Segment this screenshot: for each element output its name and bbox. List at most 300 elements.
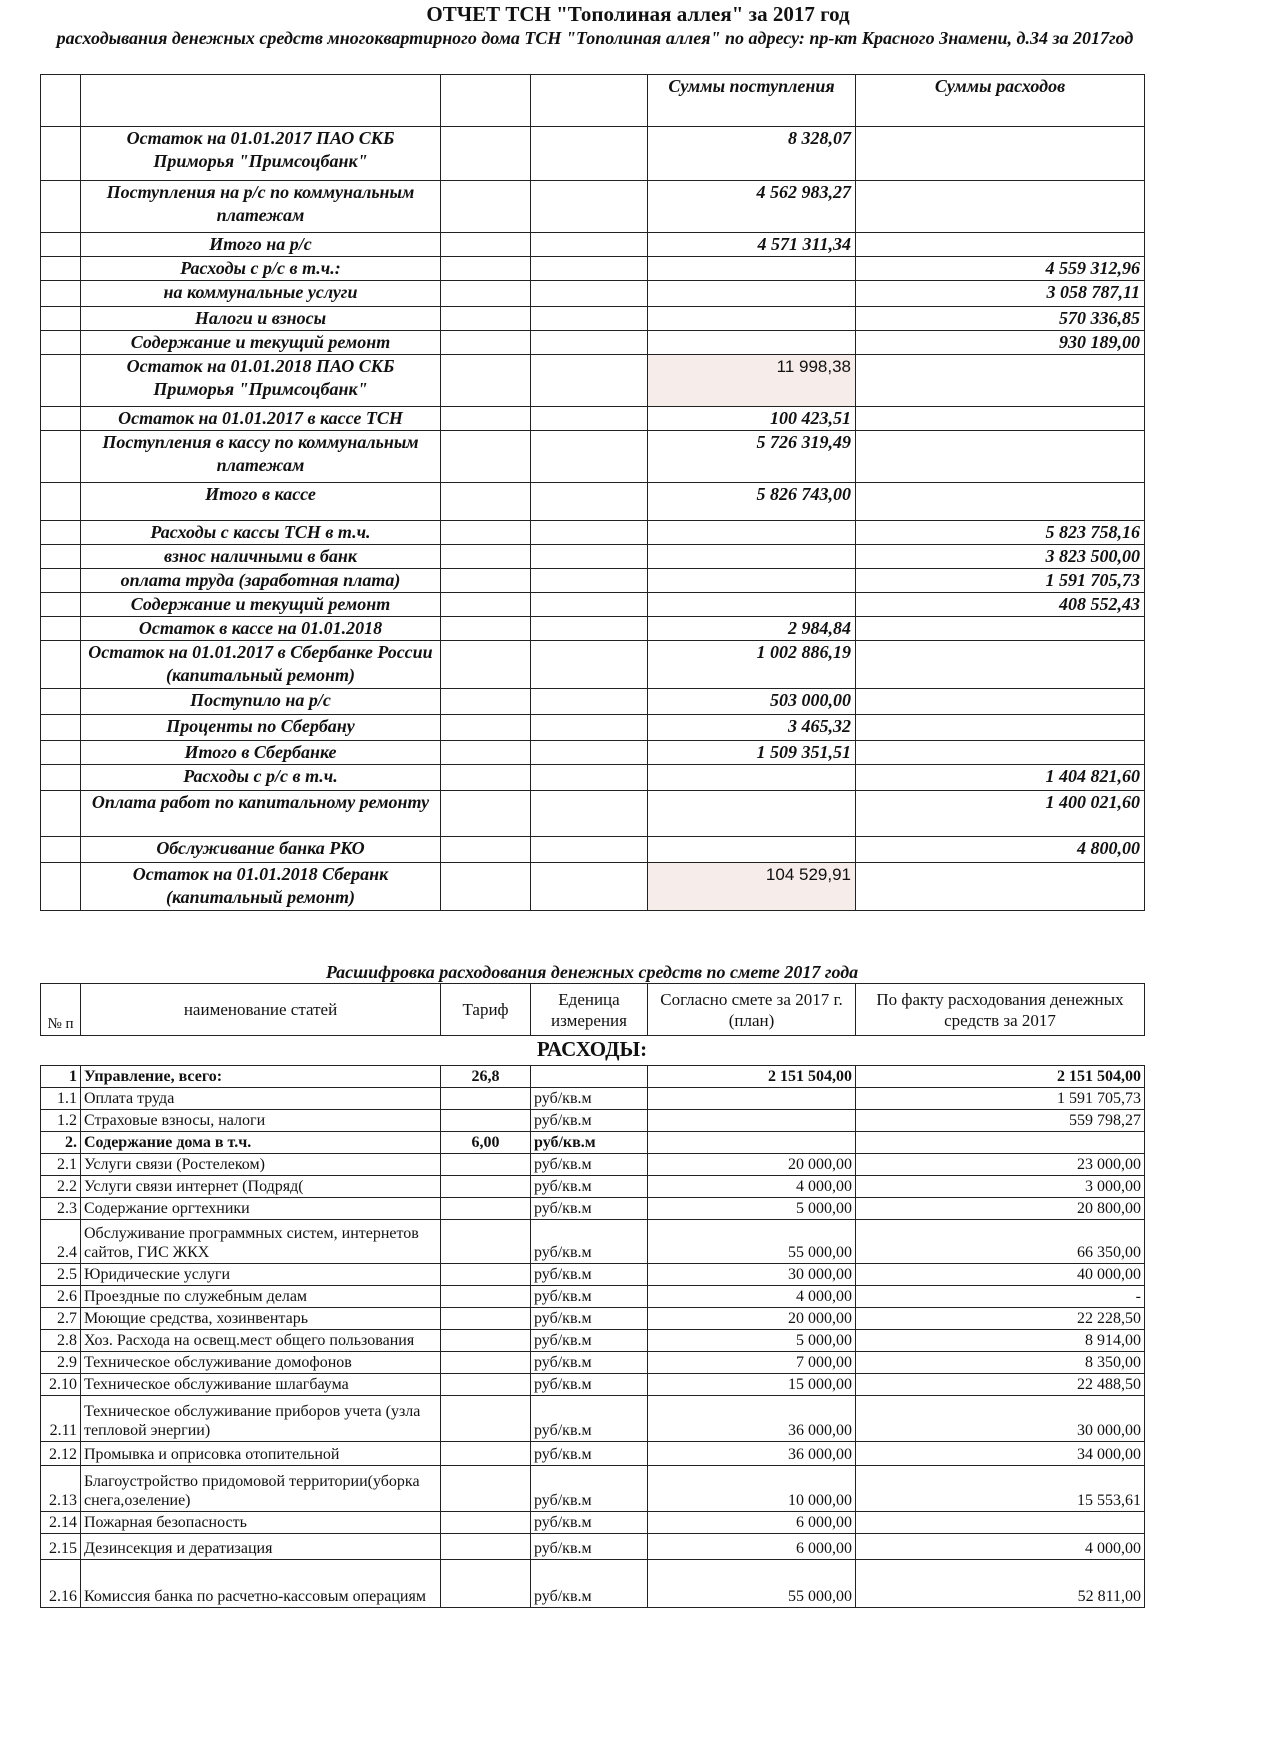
row-label: Остаток на 01.01.2017 в кассе ТСН	[81, 407, 441, 431]
empty-cell	[531, 765, 648, 791]
income-value: 4 562 983,27	[648, 181, 856, 233]
empty-cell	[531, 715, 648, 741]
expense-value	[856, 689, 1145, 715]
item-plan: 6 000,00	[648, 1512, 856, 1534]
income-value	[648, 521, 856, 545]
expense-value: 4 559 312,96	[856, 257, 1145, 281]
item-number: 2.15	[41, 1534, 81, 1560]
summary-row	[41, 127, 1145, 181]
summary-row	[41, 569, 1145, 593]
item-name: Юридические услуги	[81, 1264, 441, 1286]
empty-cell	[41, 593, 81, 617]
expense-value	[856, 431, 1145, 483]
item-fact: 20 800,00	[856, 1198, 1145, 1220]
expense-value	[856, 617, 1145, 641]
row-label: Итого в Сбербанке	[81, 741, 441, 765]
empty-cell	[531, 233, 648, 257]
breakdown-row	[41, 1512, 1145, 1534]
item-plan: 20 000,00	[648, 1154, 856, 1176]
empty-cell	[441, 715, 531, 741]
item-tariff	[441, 1286, 531, 1308]
empty-cell	[41, 233, 81, 257]
breakdown-row	[41, 1560, 1145, 1608]
header-name: наименование статей	[81, 984, 441, 1036]
summary-row	[41, 715, 1145, 741]
breakdown-row	[41, 1374, 1145, 1396]
empty-cell	[531, 791, 648, 837]
summary-row	[41, 483, 1145, 521]
item-name: Моющие средства, хозинвентарь	[81, 1308, 441, 1330]
col-income-header: Суммы поступления	[648, 75, 856, 127]
empty-cell	[441, 521, 531, 545]
empty-cell	[531, 641, 648, 689]
income-value	[648, 281, 856, 307]
item-number: 2.5	[41, 1264, 81, 1286]
income-value: 1 002 886,19	[648, 641, 856, 689]
breakdown-row	[41, 1220, 1145, 1264]
item-number: 2.12	[41, 1442, 81, 1466]
item-tariff	[441, 1176, 531, 1198]
empty-cell	[441, 355, 531, 407]
item-fact: 40 000,00	[856, 1264, 1145, 1286]
item-plan: 6 000,00	[648, 1534, 856, 1560]
row-label: Расходы с р/с в т.ч.	[81, 765, 441, 791]
summary-row	[41, 791, 1145, 837]
income-value: 100 423,51	[648, 407, 856, 431]
row-label: оплата труда (заработная плата)	[81, 569, 441, 593]
empty-cell	[41, 741, 81, 765]
row-label: на коммунальные услуги	[81, 281, 441, 307]
expense-value	[856, 233, 1145, 257]
item-unit: руб/кв.м	[531, 1512, 648, 1534]
item-plan: 7 000,00	[648, 1352, 856, 1374]
item-plan	[648, 1132, 856, 1154]
income-value	[648, 257, 856, 281]
summary-row	[41, 281, 1145, 307]
empty-cell	[441, 307, 531, 331]
item-unit: руб/кв.м	[531, 1560, 648, 1608]
header-plan: Согласно смете за 2017 г. (план)	[648, 984, 856, 1036]
empty-cell	[41, 355, 81, 407]
summary-row	[41, 863, 1145, 911]
item-number: 2.7	[41, 1308, 81, 1330]
expense-value: 570 336,85	[856, 307, 1145, 331]
row-label: Обслуживание банка РКО	[81, 837, 441, 863]
item-name: Услуги связи (Ростелеком)	[81, 1154, 441, 1176]
item-fact: 8 914,00	[856, 1330, 1145, 1352]
row-label: Содержание и текущий ремонт	[81, 593, 441, 617]
item-plan: 5 000,00	[648, 1330, 856, 1352]
item-number: 2.1	[41, 1154, 81, 1176]
row-label: взнос наличными в банк	[81, 545, 441, 569]
item-fact: 15 553,61	[856, 1466, 1145, 1512]
item-plan: 10 000,00	[648, 1466, 856, 1512]
summary-row	[41, 181, 1145, 233]
empty-cell	[41, 181, 81, 233]
item-fact: -	[856, 1286, 1145, 1308]
empty-cell	[441, 593, 531, 617]
item-unit: руб/кв.м	[531, 1396, 648, 1442]
item-fact: 22 228,50	[856, 1308, 1145, 1330]
row-label: Поступления на р/с по коммунальным платежам	[81, 181, 441, 233]
item-name: Комиссия банка по расчетно-кассовым операциям	[81, 1560, 441, 1608]
item-name: Оплата труда	[81, 1088, 441, 1110]
income-value: 104 529,91	[648, 863, 856, 911]
empty-cell	[41, 617, 81, 641]
empty-cell	[41, 715, 81, 741]
item-name: Пожарная безопасность	[81, 1512, 441, 1534]
item-tariff	[441, 1308, 531, 1330]
empty-cell	[531, 521, 648, 545]
row-label: Итого на р/с	[81, 233, 441, 257]
item-unit: руб/кв.м	[531, 1198, 648, 1220]
empty-cell	[441, 837, 531, 863]
breakdown-row	[41, 1330, 1145, 1352]
summary-row	[41, 741, 1145, 765]
item-plan: 4 000,00	[648, 1176, 856, 1198]
summary-row	[41, 765, 1145, 791]
summary-row	[41, 521, 1145, 545]
item-tariff	[441, 1154, 531, 1176]
item-tariff	[441, 1088, 531, 1110]
summary-row	[41, 307, 1145, 331]
item-name: Техническое обслуживание приборов учета (узла тепловой энергии)	[81, 1396, 441, 1442]
summary-row	[41, 593, 1145, 617]
empty-cell	[41, 791, 81, 837]
expense-value	[856, 863, 1145, 911]
row-label: Поступления в кассу по коммунальным платежам	[81, 431, 441, 483]
empty-cell	[441, 863, 531, 911]
row-label: Содержание и текущий ремонт	[81, 331, 441, 355]
empty-cell	[531, 863, 648, 911]
empty-cell	[41, 863, 81, 911]
income-value: 5 826 743,00	[648, 483, 856, 521]
item-name: Управление, всего:	[81, 1066, 441, 1088]
summary-row	[41, 545, 1145, 569]
item-unit: руб/кв.м	[531, 1330, 648, 1352]
expense-value: 3 058 787,11	[856, 281, 1145, 307]
income-value: 11 998,38	[648, 355, 856, 407]
empty-cell	[41, 765, 81, 791]
item-name: Содержание оргтехники	[81, 1198, 441, 1220]
breakdown-row	[41, 1286, 1145, 1308]
row-label: Остаток на 01.01.2017 в Сбербанке России (капитальный ремонт)	[81, 641, 441, 689]
empty-cell	[441, 431, 531, 483]
item-unit: руб/кв.м	[531, 1286, 648, 1308]
item-name: Обслуживание программных систем, интернетов сайтов, ГИС ЖКХ	[81, 1220, 441, 1264]
breakdown-row	[41, 1110, 1145, 1132]
item-unit: руб/кв.м	[531, 1176, 648, 1198]
report-title: ОТЧЕТ ТСН "Тополиная аллея" за 2017 год	[426, 2, 850, 26]
income-value	[648, 765, 856, 791]
row-label: Остаток в кассе на 01.01.2018	[81, 617, 441, 641]
row-label: Поступило на р/с	[81, 689, 441, 715]
item-tariff	[441, 1110, 531, 1132]
item-fact: 4 000,00	[856, 1534, 1145, 1560]
expense-value	[856, 483, 1145, 521]
breakdown-row	[41, 1442, 1145, 1466]
empty-cell	[41, 641, 81, 689]
breakdown-title: Расшифровка расходования денежных средств по смете 2017 года	[325, 962, 859, 982]
empty-cell	[41, 689, 81, 715]
income-value: 3 465,32	[648, 715, 856, 741]
item-unit: руб/кв.м	[531, 1154, 648, 1176]
empty-cell	[41, 521, 81, 545]
empty-cell	[531, 431, 648, 483]
empty-cell	[441, 545, 531, 569]
empty-cell	[441, 741, 531, 765]
breakdown-row	[41, 1132, 1145, 1154]
income-value: 8 328,07	[648, 127, 856, 181]
empty-cell	[531, 181, 648, 233]
summary-row	[41, 641, 1145, 689]
summary-row	[41, 689, 1145, 715]
empty-cell	[441, 569, 531, 593]
empty-cell	[531, 127, 648, 181]
expense-value	[856, 127, 1145, 181]
item-tariff	[441, 1396, 531, 1442]
empty-cell	[441, 127, 531, 181]
item-plan: 5 000,00	[648, 1198, 856, 1220]
report-subtitle: расходывания денежных средств многоквартирного дома ТСН "Тополиная аллея" по адресу: пр-кт Красного Знамени, д.34 за 2017год	[56, 28, 1134, 48]
item-plan: 15 000,00	[648, 1374, 856, 1396]
income-value: 4 571 311,34	[648, 233, 856, 257]
item-name: Хоз. Расхода на освещ.мест общего пользования	[81, 1330, 441, 1352]
item-fact	[856, 1512, 1145, 1534]
item-plan: 30 000,00	[648, 1264, 856, 1286]
item-fact: 23 000,00	[856, 1154, 1145, 1176]
item-name: Техническое обслуживание шлагбаума	[81, 1374, 441, 1396]
item-number: 2.2	[41, 1176, 81, 1198]
empty-cell	[441, 331, 531, 355]
item-name: Содержание дома в т.ч.	[81, 1132, 441, 1154]
item-plan	[648, 1088, 856, 1110]
item-fact: 1 591 705,73	[856, 1088, 1145, 1110]
row-label: Расходы с р/с в т.ч.:	[81, 257, 441, 281]
item-name: Техническое обслуживание домофонов	[81, 1352, 441, 1374]
item-tariff	[441, 1220, 531, 1264]
expense-value: 408 552,43	[856, 593, 1145, 617]
item-fact: 3 000,00	[856, 1176, 1145, 1198]
item-number: 2.	[41, 1132, 81, 1154]
item-number: 2.11	[41, 1396, 81, 1442]
empty-cell	[441, 765, 531, 791]
empty-cell	[41, 127, 81, 181]
breakdown-row	[41, 1198, 1145, 1220]
breakdown-row	[41, 1176, 1145, 1198]
item-tariff: 26,8	[441, 1066, 531, 1088]
summary-row	[41, 355, 1145, 407]
row-label: Остаток на 01.01.2018 Сберанк (капитальный ремонт)	[81, 863, 441, 911]
empty-cell	[41, 483, 81, 521]
empty-cell	[441, 689, 531, 715]
row-label: Налоги и взносы	[81, 307, 441, 331]
item-number: 2.10	[41, 1374, 81, 1396]
empty-cell	[531, 281, 648, 307]
empty-cell	[531, 545, 648, 569]
item-fact	[856, 1132, 1145, 1154]
empty-cell	[531, 837, 648, 863]
empty-cell	[41, 281, 81, 307]
empty-cell	[531, 569, 648, 593]
empty-cell	[531, 257, 648, 281]
item-plan: 55 000,00	[648, 1220, 856, 1264]
row-label: Итого в кассе	[81, 483, 441, 521]
income-value	[648, 307, 856, 331]
item-fact: 559 798,27	[856, 1110, 1145, 1132]
item-name: Страховые взносы, налоги	[81, 1110, 441, 1132]
item-plan: 55 000,00	[648, 1560, 856, 1608]
item-number: 2.3	[41, 1198, 81, 1220]
item-unit: руб/кв.м	[531, 1088, 648, 1110]
item-tariff	[441, 1374, 531, 1396]
summary-row	[41, 837, 1145, 863]
col-expense-header: Суммы расходов	[856, 75, 1145, 127]
breakdown-row	[41, 1534, 1145, 1560]
item-plan: 4 000,00	[648, 1286, 856, 1308]
empty-cell	[41, 431, 81, 483]
item-fact: 2 151 504,00	[856, 1066, 1145, 1088]
item-number: 2.14	[41, 1512, 81, 1534]
empty-cell	[81, 75, 441, 127]
item-plan: 36 000,00	[648, 1396, 856, 1442]
item-unit: руб/кв.м	[531, 1466, 648, 1512]
income-value	[648, 791, 856, 837]
item-fact: 22 488,50	[856, 1374, 1145, 1396]
breakdown-row	[41, 1066, 1145, 1088]
empty-cell	[41, 257, 81, 281]
empty-cell	[41, 407, 81, 431]
item-fact: 66 350,00	[856, 1220, 1145, 1264]
row-label: Расходы с кассы ТСН в т.ч.	[81, 521, 441, 545]
expense-value	[856, 181, 1145, 233]
summary-row	[41, 407, 1145, 431]
empty-cell	[441, 257, 531, 281]
income-value: 1 509 351,51	[648, 741, 856, 765]
expense-value	[856, 355, 1145, 407]
empty-cell	[531, 307, 648, 331]
empty-cell	[441, 75, 531, 127]
income-value: 2 984,84	[648, 617, 856, 641]
income-value	[648, 569, 856, 593]
item-unit: руб/кв.м	[531, 1352, 648, 1374]
item-tariff	[441, 1352, 531, 1374]
empty-cell	[41, 331, 81, 355]
item-number: 1	[41, 1066, 81, 1088]
item-fact: 34 000,00	[856, 1442, 1145, 1466]
breakdown-table	[40, 1065, 1145, 1608]
item-tariff	[441, 1264, 531, 1286]
empty-cell	[441, 233, 531, 257]
item-tariff	[441, 1330, 531, 1352]
empty-cell	[531, 75, 648, 127]
item-number: 2.8	[41, 1330, 81, 1352]
income-value	[648, 545, 856, 569]
summary-row	[41, 233, 1145, 257]
expense-value	[856, 641, 1145, 689]
item-name: Услуги связи интернет (Подряд(	[81, 1176, 441, 1198]
breakdown-row	[41, 1396, 1145, 1442]
expense-value	[856, 741, 1145, 765]
item-fact: 30 000,00	[856, 1396, 1145, 1442]
empty-cell	[531, 689, 648, 715]
breakdown-row	[41, 1466, 1145, 1512]
empty-cell	[41, 545, 81, 569]
item-number: 2.4	[41, 1220, 81, 1264]
item-unit	[531, 1066, 648, 1088]
item-fact: 52 811,00	[856, 1560, 1145, 1608]
summary-row	[41, 331, 1145, 355]
item-name: Проездные по служебным делам	[81, 1286, 441, 1308]
summary-row	[41, 617, 1145, 641]
empty-cell	[531, 593, 648, 617]
empty-cell	[531, 617, 648, 641]
empty-cell	[441, 407, 531, 431]
expense-value: 1 400 021,60	[856, 791, 1145, 837]
item-tariff: 6,00	[441, 1132, 531, 1154]
empty-cell	[441, 281, 531, 307]
header-unit: Еденица измерения	[531, 984, 648, 1036]
income-value	[648, 837, 856, 863]
item-name: Дезинсекция и дератизация	[81, 1534, 441, 1560]
empty-cell	[441, 181, 531, 233]
summary-row	[41, 257, 1145, 281]
item-plan	[648, 1110, 856, 1132]
breakdown-row	[41, 1352, 1145, 1374]
empty-cell	[41, 569, 81, 593]
empty-cell	[531, 355, 648, 407]
header-tariff: Тариф	[441, 984, 531, 1036]
item-unit: руб/кв.м	[531, 1110, 648, 1132]
item-number: 2.13	[41, 1466, 81, 1512]
item-number: 2.16	[41, 1560, 81, 1608]
empty-cell	[441, 641, 531, 689]
income-value: 503 000,00	[648, 689, 856, 715]
expense-value: 3 823 500,00	[856, 545, 1145, 569]
breakdown-row	[41, 1264, 1145, 1286]
expense-value	[856, 715, 1145, 741]
empty-cell	[441, 483, 531, 521]
item-tariff	[441, 1534, 531, 1560]
item-number: 2.9	[41, 1352, 81, 1374]
expense-value: 1 404 821,60	[856, 765, 1145, 791]
item-unit: руб/кв.м	[531, 1374, 648, 1396]
item-unit: руб/кв.м	[531, 1264, 648, 1286]
item-unit: руб/кв.м	[531, 1220, 648, 1264]
expense-value	[856, 407, 1145, 431]
item-plan: 20 000,00	[648, 1308, 856, 1330]
item-name: Благоустройство придомовой территории(уборка снега,озеление)	[81, 1466, 441, 1512]
row-label: Проценты по Сбербану	[81, 715, 441, 741]
row-label: Оплата работ по капитальному ремонту	[81, 791, 441, 837]
summary-table	[40, 74, 1145, 911]
item-tariff	[441, 1466, 531, 1512]
row-label: Остаток на 01.01.2018 ПАО СКБ Приморья "Примсоцбанк"	[81, 355, 441, 407]
row-label: Остаток на 01.01.2017 ПАО СКБ Приморья "Примсоцбанк"	[81, 127, 441, 181]
breakdown-row	[41, 1088, 1145, 1110]
expense-value: 5 823 758,16	[856, 521, 1145, 545]
header-num: № п	[41, 984, 81, 1036]
empty-cell	[41, 307, 81, 331]
breakdown-row	[41, 1308, 1145, 1330]
income-value	[648, 593, 856, 617]
expense-value: 4 800,00	[856, 837, 1145, 863]
item-plan: 36 000,00	[648, 1442, 856, 1466]
expense-value: 930 189,00	[856, 331, 1145, 355]
header-fact: По факту расходования денежных средств за 2017	[856, 984, 1145, 1036]
breakdown-row	[41, 1154, 1145, 1176]
empty-cell	[441, 617, 531, 641]
